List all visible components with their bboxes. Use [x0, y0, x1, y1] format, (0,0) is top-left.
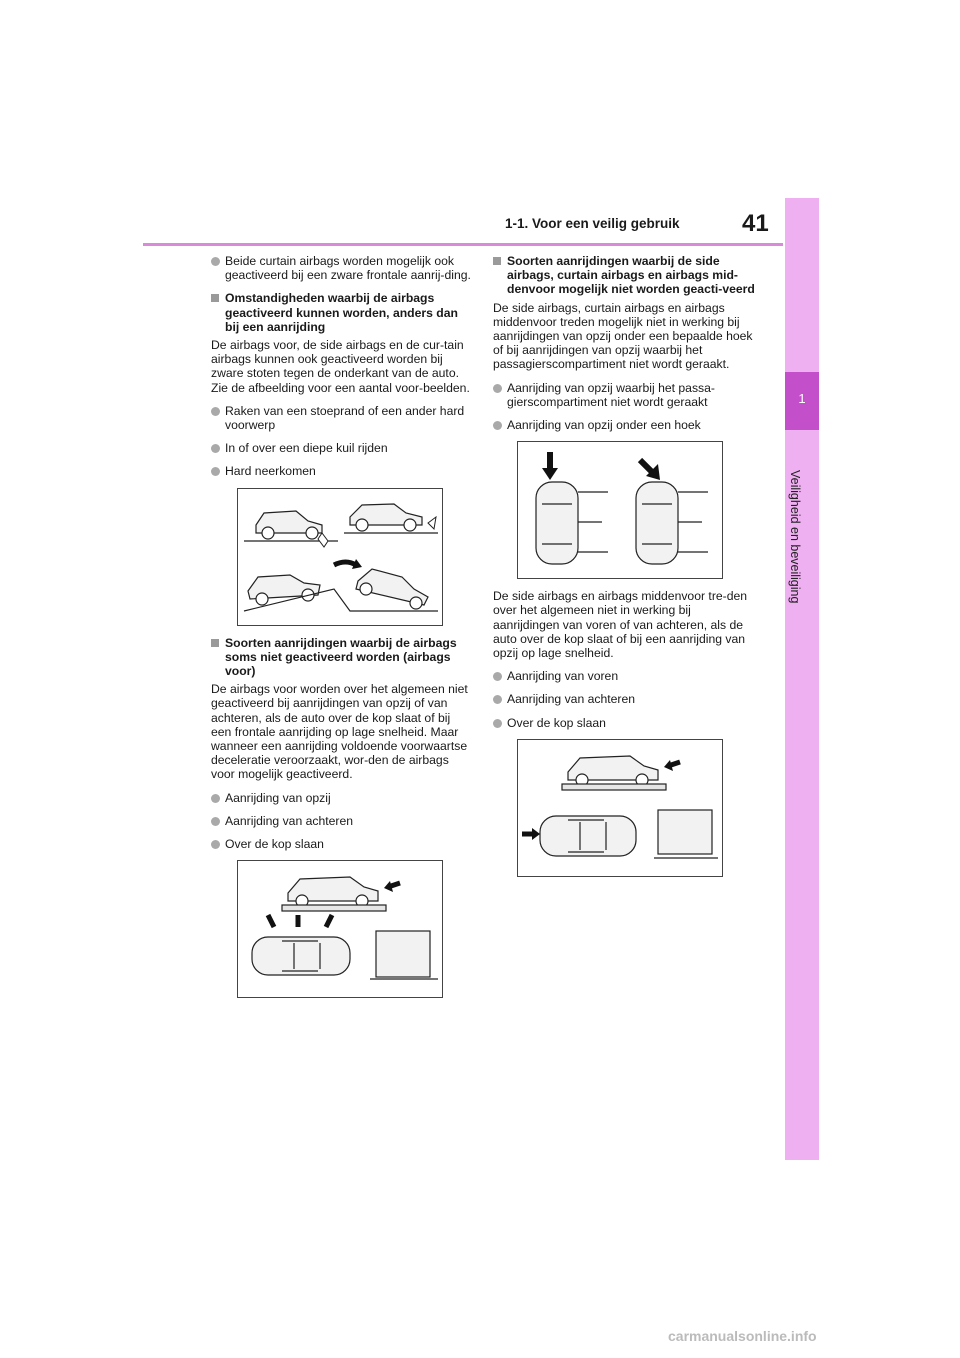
left-column: [211, 254, 473, 1008]
underbody-impact-illustration: [237, 488, 443, 626]
bullet-item: Beide curtain airbags worden mogelijk ook geactiveerd bij een zware frontale aanrij-ding.: [211, 254, 473, 282]
section-heading: Omstandigheden waarbij de airbags geactiveerd kunnen worden, anders dan bij een aanrijding: [211, 291, 473, 334]
paragraph: De side airbags, curtain airbags en airbags middenvoor treden mogelijk niet in werking bij aanrijdingen van opzij onder een bepaalde hoek of bij aanrijdingen van opzij waarbij het passagierscompartiment niet wordt geraakt.: [493, 300, 753, 372]
section-heading: Soorten aanrijdingen waarbij de airbags soms niet geactiveerd worden (airbags voor): [211, 636, 473, 679]
paragraph: De airbags voor worden over het algemeen niet geactiveerd bij aanrijdingen van opzij of van achteren, als de auto over de kop slaat of bij een frontale aanrijding op lage snelheid. Maar wanneer een aanrijding voldoende voorwaartse deceleratie veroorzaakt, wor-den de airbags voor mogelijk geactiveerd.: [211, 682, 468, 782]
side-impact-angle-drawing: [518, 442, 722, 578]
side-airbag-non-deploy-drawing: [518, 740, 722, 876]
watermark: carmanualsonline.info: [668, 1328, 817, 1344]
header-divider: [143, 243, 783, 246]
side-impact-angle-illustration: [517, 441, 723, 579]
chapter-label: Veiligheid en beveiliging: [788, 470, 802, 604]
paragraph: De side airbags en airbags middenvoor tre-den over het algemeen niet in werking bij aanrijdingen van voren of van achteren, als de auto over de kop slaat of bij een aanrijding van opzij op lage snelheid.: [493, 589, 748, 661]
front-airbag-non-deploy-drawing: [238, 861, 442, 997]
chapter-side-tab: [785, 198, 819, 1160]
side-airbag-non-deploy-illustration: [517, 739, 723, 877]
section-heading: Soorten aanrijdingen waarbij de side airbags, curtain airbags en airbags mid-denvoor mogelijk niet worden geacti-veerd: [493, 254, 755, 297]
chapter-number-tab: [785, 372, 819, 430]
front-airbag-non-deploy-illustration: [237, 860, 443, 998]
bullet-item: Over de kop slaan: [493, 716, 755, 730]
bullet-item: Raken van een stoeprand of een ander hard voorwerp: [211, 404, 473, 432]
paragraph: De airbags voor, de side airbags en de cur-tain airbags kunnen ook geactiveerd worden bij zware stoten tegen de onderkant van de auto. Zie de afbeelding voor een aantal voor-beelden.: [211, 338, 470, 395]
bullet-item: Aanrijding van achteren: [493, 692, 755, 706]
right-column: [493, 254, 755, 887]
page-number: 41: [742, 210, 769, 237]
bullet-item: Over de kop slaan: [211, 837, 473, 851]
bullet-item: Aanrijding van opzij onder een hoek: [493, 418, 755, 432]
bullet-item: Hard neerkomen: [211, 464, 473, 478]
bullet-item: Aanrijding van voren: [493, 669, 755, 683]
bullet-item: In of over een diepe kuil rijden: [211, 441, 473, 455]
bullet-item: Aanrijding van achteren: [211, 814, 473, 828]
bullet-item: Aanrijding van opzij waarbij het passa-gierscompartiment niet wordt geraakt: [493, 381, 755, 409]
bullet-item: Aanrijding van opzij: [211, 791, 473, 805]
section-title: 1-1. Voor een veilig gebruik: [505, 216, 680, 231]
underbody-impact-drawing: [238, 489, 442, 625]
chapter-number: 1: [798, 391, 806, 406]
